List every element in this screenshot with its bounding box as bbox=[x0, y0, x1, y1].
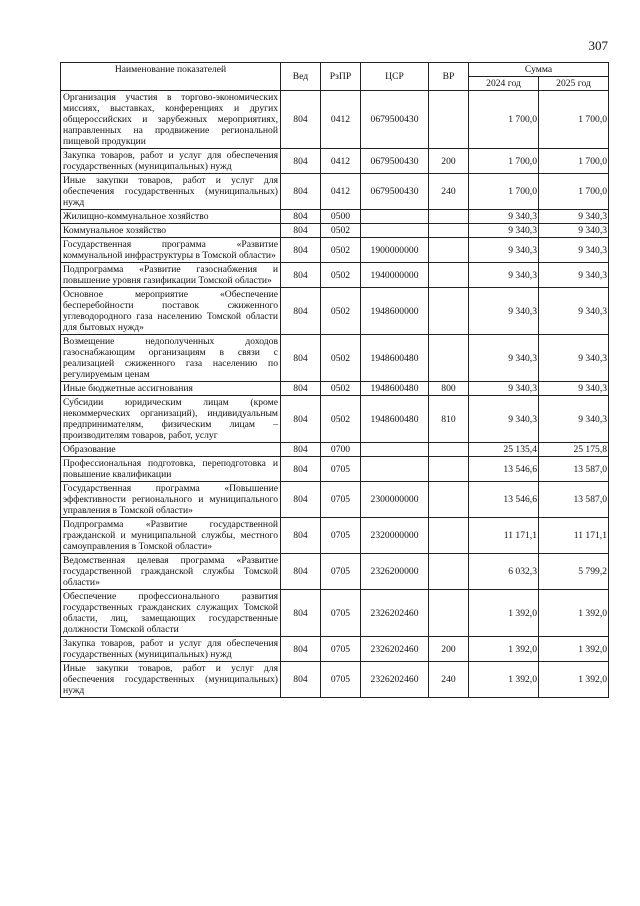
row-sum-2025-cell: 1 700,0 bbox=[539, 149, 609, 174]
row-name-cell: Основное мероприятие «Обеспечение бесперебойности поставок сжиженного углеводородного газа населению Томской области для бытовых нужд» bbox=[61, 288, 281, 335]
row-vr-cell: 810 bbox=[429, 396, 469, 443]
row-name-cell: Иные закупки товаров, работ и услуг для обеспечения государственных (муниципальных) нужд bbox=[61, 662, 281, 698]
table-row bbox=[61, 335, 609, 382]
row-csr-cell bbox=[361, 457, 429, 482]
row-csr-cell: 1948600480 bbox=[361, 396, 429, 443]
row-name-cell: Государственная программа «Повышение эффективности регионального и муниципального управления в Томской области» bbox=[61, 482, 281, 518]
row-sum-2025-cell: 9 340,3 bbox=[539, 238, 609, 263]
budget-table bbox=[60, 62, 609, 698]
row-ved-cell: 804 bbox=[281, 210, 321, 224]
table-row bbox=[61, 662, 609, 698]
row-vr-cell: 800 bbox=[429, 382, 469, 396]
row-rzpr-cell: 0502 bbox=[321, 224, 361, 238]
row-csr-cell: 1900000000 bbox=[361, 238, 429, 263]
row-csr-cell: 2326202460 bbox=[361, 662, 429, 698]
row-rzpr-cell: 0705 bbox=[321, 482, 361, 518]
row-ved-cell: 804 bbox=[281, 554, 321, 590]
row-rzpr-cell: 0502 bbox=[321, 396, 361, 443]
row-name-cell: Подпрограмма «Развитие государственной гражданской и муниципальной службы, местного самоуправления в Томской области» bbox=[61, 518, 281, 554]
row-csr-cell: 0679500430 bbox=[361, 174, 429, 210]
row-sum-2024-cell: 9 340,3 bbox=[469, 382, 539, 396]
row-name-cell: Субсидии юридическим лицам (кроме некоммерческих организаций), индивидуальным предпринимателям, физическим лицам – производителям товаров, работ, услуг bbox=[61, 396, 281, 443]
table-row bbox=[61, 457, 609, 482]
row-rzpr-cell: 0412 bbox=[321, 174, 361, 210]
row-ved-cell: 804 bbox=[281, 518, 321, 554]
row-sum-2024-cell: 13 546,6 bbox=[469, 482, 539, 518]
row-csr-cell: 0679500430 bbox=[361, 149, 429, 174]
row-ved-cell: 804 bbox=[281, 224, 321, 238]
row-ved-cell: 804 bbox=[281, 662, 321, 698]
row-vr-cell bbox=[429, 288, 469, 335]
header-name: Наименование показателей bbox=[61, 63, 281, 91]
row-name-cell: Иные бюджетные ассигнования bbox=[61, 382, 281, 396]
row-sum-2024-cell: 9 340,3 bbox=[469, 224, 539, 238]
row-csr-cell: 1940000000 bbox=[361, 263, 429, 288]
row-rzpr-cell: 0705 bbox=[321, 554, 361, 590]
header-vr: ВР bbox=[429, 63, 469, 91]
row-vr-cell bbox=[429, 590, 469, 637]
row-csr-cell: 0679500430 bbox=[361, 91, 429, 149]
row-name-cell: Организация участия в торгово-экономических миссиях, выставках, конференциях и других общероссийских и зарубежных мероприятиях, направленных на продвижение региональной пищевой продукции bbox=[61, 91, 281, 149]
table-row bbox=[61, 637, 609, 662]
row-rzpr-cell: 0502 bbox=[321, 335, 361, 382]
row-rzpr-cell: 0500 bbox=[321, 210, 361, 224]
row-name-cell: Жилищно-коммунальное хозяйство bbox=[61, 210, 281, 224]
row-rzpr-cell: 0412 bbox=[321, 149, 361, 174]
row-vr-cell bbox=[429, 238, 469, 263]
row-sum-2024-cell: 9 340,3 bbox=[469, 396, 539, 443]
row-ved-cell: 804 bbox=[281, 443, 321, 457]
row-sum-2024-cell: 25 135,4 bbox=[469, 443, 539, 457]
row-ved-cell: 804 bbox=[281, 149, 321, 174]
row-sum-2024-cell: 1 392,0 bbox=[469, 637, 539, 662]
row-rzpr-cell: 0700 bbox=[321, 443, 361, 457]
table-row bbox=[61, 149, 609, 174]
row-sum-2024-cell: 9 340,3 bbox=[469, 288, 539, 335]
row-name-cell: Государственная программа «Развитие коммунальной инфраструктуры в Томской области» bbox=[61, 238, 281, 263]
row-rzpr-cell: 0705 bbox=[321, 590, 361, 637]
row-name-cell: Ведомственная целевая программа «Развитие государственной гражданской службы Томской области» bbox=[61, 554, 281, 590]
row-csr-cell: 1948600480 bbox=[361, 382, 429, 396]
row-sum-2025-cell: 1 392,0 bbox=[539, 662, 609, 698]
row-vr-cell bbox=[429, 554, 469, 590]
row-rzpr-cell: 0502 bbox=[321, 382, 361, 396]
row-csr-cell bbox=[361, 210, 429, 224]
row-csr-cell: 2320000000 bbox=[361, 518, 429, 554]
row-sum-2025-cell: 1 700,0 bbox=[539, 91, 609, 149]
row-sum-2025-cell: 9 340,3 bbox=[539, 210, 609, 224]
row-sum-2024-cell: 6 032,3 bbox=[469, 554, 539, 590]
row-csr-cell: 2300000000 bbox=[361, 482, 429, 518]
row-vr-cell: 200 bbox=[429, 149, 469, 174]
row-vr-cell: 240 bbox=[429, 174, 469, 210]
row-ved-cell: 804 bbox=[281, 263, 321, 288]
row-ved-cell: 804 bbox=[281, 174, 321, 210]
row-vr-cell bbox=[429, 443, 469, 457]
row-name-cell: Коммунальное хозяйство bbox=[61, 224, 281, 238]
row-csr-cell: 1948600480 bbox=[361, 335, 429, 382]
row-sum-2025-cell: 11 171,1 bbox=[539, 518, 609, 554]
row-name-cell: Образование bbox=[61, 443, 281, 457]
table-body bbox=[61, 91, 609, 698]
row-name-cell: Подпрограмма «Развитие газоснабжения и повышение уровня газификации Томской области» bbox=[61, 263, 281, 288]
header-year-2025: 2025 год bbox=[539, 77, 609, 91]
row-csr-cell: 1948600000 bbox=[361, 288, 429, 335]
header-year-2024: 2024 год bbox=[469, 77, 539, 91]
row-sum-2025-cell: 9 340,3 bbox=[539, 288, 609, 335]
row-ved-cell: 804 bbox=[281, 482, 321, 518]
row-name-cell: Закупка товаров, работ и услуг для обеспечения государственных (муниципальных) нужд bbox=[61, 149, 281, 174]
row-vr-cell bbox=[429, 91, 469, 149]
row-rzpr-cell: 0705 bbox=[321, 518, 361, 554]
row-rzpr-cell: 0705 bbox=[321, 457, 361, 482]
header-sum: Сумма bbox=[469, 63, 609, 77]
row-rzpr-cell: 0412 bbox=[321, 91, 361, 149]
row-vr-cell bbox=[429, 263, 469, 288]
table-row bbox=[61, 238, 609, 263]
row-csr-cell: 2326202460 bbox=[361, 590, 429, 637]
header-rzpr: РзПР bbox=[321, 63, 361, 91]
table-row bbox=[61, 91, 609, 149]
row-sum-2025-cell: 13 587,0 bbox=[539, 482, 609, 518]
row-sum-2025-cell: 25 175,8 bbox=[539, 443, 609, 457]
row-ved-cell: 804 bbox=[281, 238, 321, 263]
row-rzpr-cell: 0502 bbox=[321, 238, 361, 263]
row-rzpr-cell: 0502 bbox=[321, 288, 361, 335]
table-row bbox=[61, 482, 609, 518]
row-sum-2024-cell: 9 340,3 bbox=[469, 210, 539, 224]
row-sum-2024-cell: 9 340,3 bbox=[469, 335, 539, 382]
table-row bbox=[61, 210, 609, 224]
row-ved-cell: 804 bbox=[281, 590, 321, 637]
header-ved: Вед bbox=[281, 63, 321, 91]
row-ved-cell: 804 bbox=[281, 335, 321, 382]
table-row bbox=[61, 518, 609, 554]
row-sum-2025-cell: 1 700,0 bbox=[539, 174, 609, 210]
table-row bbox=[61, 288, 609, 335]
row-sum-2024-cell: 1 392,0 bbox=[469, 590, 539, 637]
row-ved-cell: 804 bbox=[281, 382, 321, 396]
row-sum-2024-cell: 1 392,0 bbox=[469, 662, 539, 698]
row-rzpr-cell: 0705 bbox=[321, 662, 361, 698]
row-csr-cell: 2326200000 bbox=[361, 554, 429, 590]
row-rzpr-cell: 0705 bbox=[321, 637, 361, 662]
row-vr-cell bbox=[429, 457, 469, 482]
row-sum-2025-cell: 13 587,0 bbox=[539, 457, 609, 482]
table-header bbox=[61, 63, 609, 91]
row-sum-2024-cell: 1 700,0 bbox=[469, 149, 539, 174]
row-ved-cell: 804 bbox=[281, 396, 321, 443]
row-name-cell: Иные закупки товаров, работ и услуг для обеспечения государственных (муниципальных) нужд bbox=[61, 174, 281, 210]
row-vr-cell bbox=[429, 482, 469, 518]
row-sum-2024-cell: 11 171,1 bbox=[469, 518, 539, 554]
row-ved-cell: 804 bbox=[281, 91, 321, 149]
row-rzpr-cell: 0502 bbox=[321, 263, 361, 288]
table-row bbox=[61, 263, 609, 288]
row-csr-cell bbox=[361, 443, 429, 457]
row-vr-cell bbox=[429, 210, 469, 224]
table-row bbox=[61, 554, 609, 590]
table-row bbox=[61, 443, 609, 457]
row-name-cell: Закупка товаров, работ и услуг для обеспечения государственных (муниципальных) нужд bbox=[61, 637, 281, 662]
row-name-cell: Профессиональная подготовка, переподготовка и повышение квалификации bbox=[61, 457, 281, 482]
page-number: 307 bbox=[588, 38, 608, 53]
table-row bbox=[61, 382, 609, 396]
row-sum-2025-cell: 9 340,3 bbox=[539, 224, 609, 238]
row-sum-2024-cell: 9 340,3 bbox=[469, 238, 539, 263]
row-ved-cell: 804 bbox=[281, 637, 321, 662]
row-sum-2024-cell: 9 340,3 bbox=[469, 263, 539, 288]
row-vr-cell bbox=[429, 518, 469, 554]
row-sum-2024-cell: 1 700,0 bbox=[469, 91, 539, 149]
row-sum-2025-cell: 1 392,0 bbox=[539, 590, 609, 637]
row-vr-cell: 200 bbox=[429, 637, 469, 662]
row-vr-cell: 240 bbox=[429, 662, 469, 698]
row-sum-2025-cell: 9 340,3 bbox=[539, 396, 609, 443]
row-sum-2025-cell: 9 340,3 bbox=[539, 382, 609, 396]
row-sum-2025-cell: 5 799,2 bbox=[539, 554, 609, 590]
table-row bbox=[61, 224, 609, 238]
row-vr-cell bbox=[429, 224, 469, 238]
table-row bbox=[61, 590, 609, 637]
header-csr: ЦСР bbox=[361, 63, 429, 91]
row-csr-cell: 2326202460 bbox=[361, 637, 429, 662]
row-sum-2024-cell: 13 546,6 bbox=[469, 457, 539, 482]
row-sum-2025-cell: 9 340,3 bbox=[539, 335, 609, 382]
row-sum-2025-cell: 9 340,3 bbox=[539, 263, 609, 288]
row-ved-cell: 804 bbox=[281, 288, 321, 335]
row-vr-cell bbox=[429, 335, 469, 382]
row-csr-cell bbox=[361, 224, 429, 238]
table-row bbox=[61, 396, 609, 443]
row-sum-2024-cell: 1 700,0 bbox=[469, 174, 539, 210]
row-name-cell: Обеспечение профессионального развития государственных гражданских служащих Томской области, лиц, замещающих государственные должности Томской области bbox=[61, 590, 281, 637]
table-row bbox=[61, 174, 609, 210]
row-name-cell: Возмещение недополученных доходов газоснабжающим организациям в связи с реализацией сжиженного газа населению по регулируемым ценам bbox=[61, 335, 281, 382]
row-ved-cell: 804 bbox=[281, 457, 321, 482]
row-sum-2025-cell: 1 392,0 bbox=[539, 637, 609, 662]
